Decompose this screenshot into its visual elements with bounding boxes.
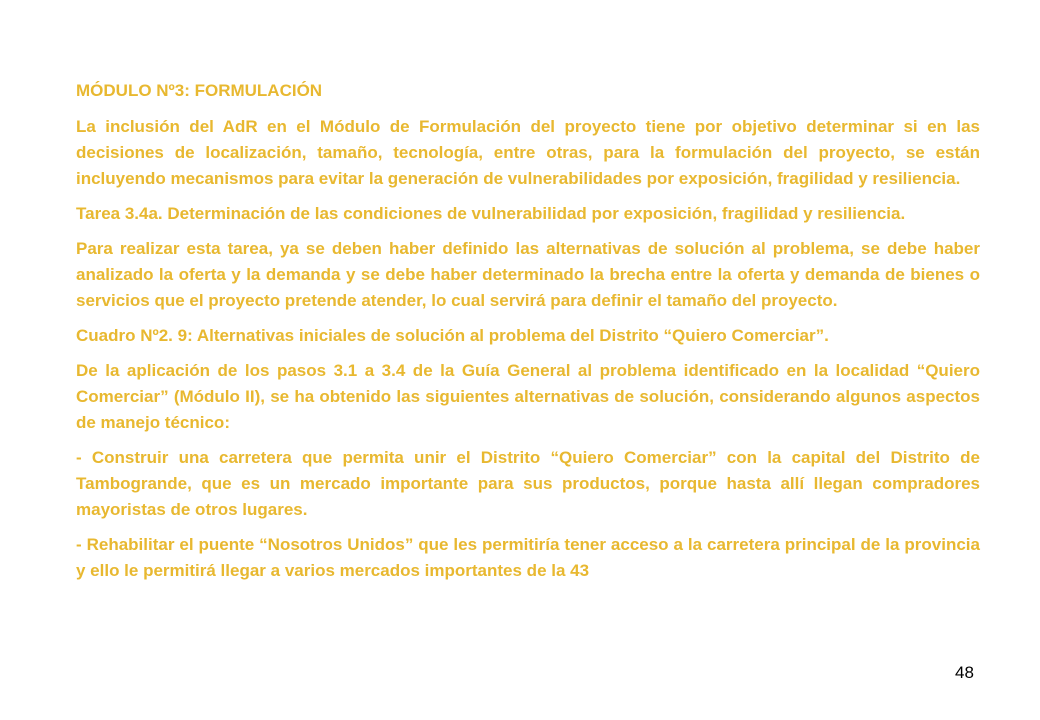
paragraph-intro: La inclusión del AdR en el Módulo de Formulación del proyecto tiene por objetivo determinar si en las decisiones de localización, tamaño, tecnología, entre otras, para la formulación del proyecto, se están incluyendo mecanismos para evitar la generación de vulnerabilidades por exposición, fragilidad y resiliencia. [76, 117, 980, 188]
paragraph-alternative-road: - Construir una carretera que permita unir el Distrito “Quiero Comerciar” con la capital del Distrito de Tambogrande, que es un mercado importante para sus productos, porque hasta allí llegan compradores mayoristas de otros lugares. [76, 448, 980, 519]
paragraph-table-caption: Cuadro Nº2. 9: Alternativas iniciales de solución al problema del Distrito “Quiero Comerciar”. [76, 326, 829, 345]
paragraph-prerequisites: Para realizar esta tarea, ya se deben haber definido las alternativas de solución al problema, se debe haber analizado la oferta y la demanda y se debe haber determinado la brecha entre la oferta y demanda de bienes o servicios que el proyecto pretende atender, lo cual servirá para definir el tamaño del proyecto. [76, 239, 980, 310]
document-body [76, 78, 980, 593]
paragraph-task: Tarea 3.4a. Determinación de las condiciones de vulnerabilidad por exposición, fragilidad y resiliencia. [76, 204, 906, 223]
paragraph-alternatives-intro: De la aplicación de los pasos 3.1 a 3.4 de la Guía General al problema identificado en la localidad “Quiero Comerciar” (Módulo II), se ha obtenido las siguientes alternativas de solución, considerando algunos aspectos de manejo técnico: [76, 361, 980, 432]
module-heading: MÓDULO Nº3: FORMULACIÓN [76, 81, 323, 100]
page-number: 48 [955, 663, 974, 682]
paragraph-alternative-bridge: - Rehabilitar el puente “Nosotros Unidos” que les permitiría tener acceso a la carretera principal de la provincia y ello le permitirá llegar a varios mercados importantes de la 43 [76, 535, 980, 580]
